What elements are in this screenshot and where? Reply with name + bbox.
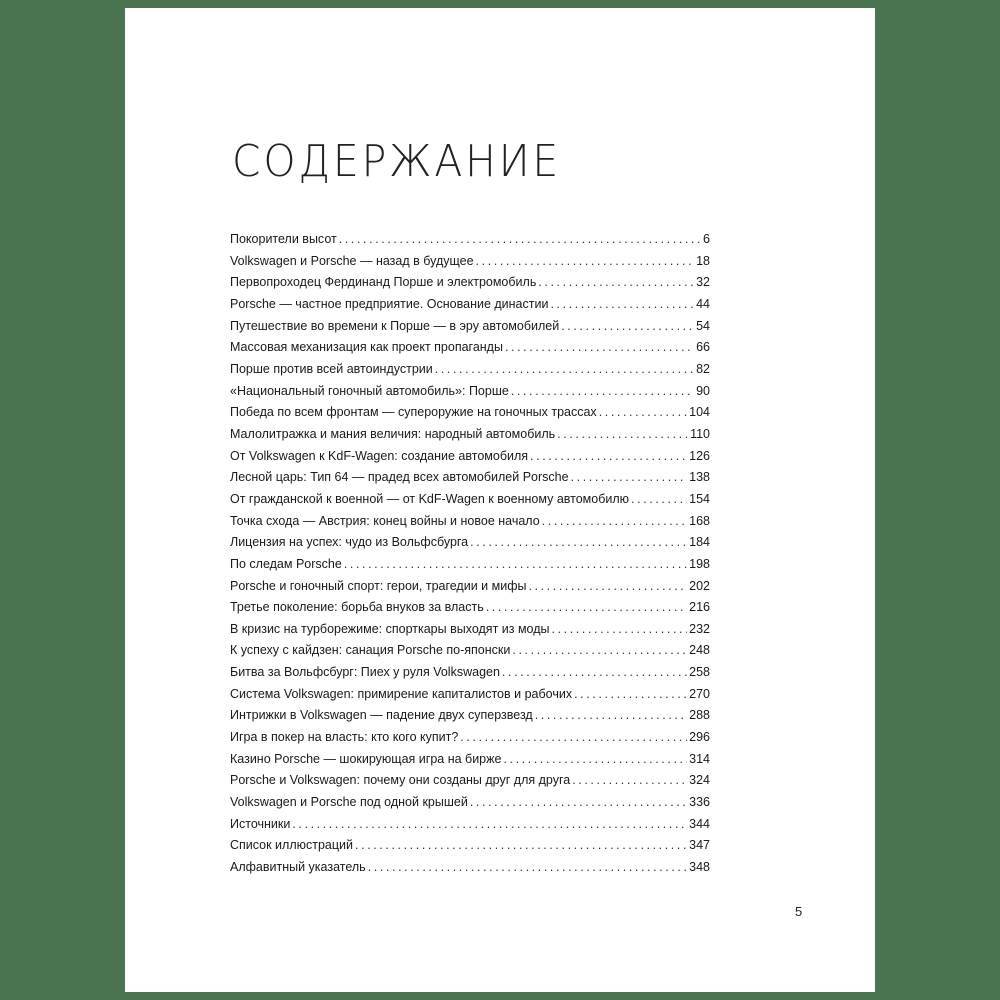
toc-entry	[230, 514, 710, 536]
dot-leader	[550, 297, 694, 311]
toc-entry	[230, 687, 710, 709]
toc-entry	[230, 817, 710, 839]
toc-entry-title: От Volkswagen к KdF-Wagen: создание автомобиля	[230, 448, 529, 463]
page-number: 5	[795, 904, 803, 919]
page-title: СОДЕРЖАНИЕ	[232, 136, 562, 187]
toc-entry-title: В кризис на турборежиме: спорткары выходят из моды	[230, 621, 550, 636]
toc-entry	[230, 470, 710, 492]
toc-entry-page: 232	[689, 621, 710, 636]
toc-entry	[230, 384, 710, 406]
dot-leader	[599, 405, 687, 419]
toc-entry-title: «Национальный гоночный автомобиль»: Порше	[230, 383, 509, 398]
toc-entry-title: Список иллюстраций	[230, 838, 354, 853]
toc-entry-title: К успеху с кайдзен: санация Porsche по-японски	[230, 643, 511, 658]
dot-leader	[435, 362, 694, 376]
toc-entry-title: Порше против всей автоиндустрии	[230, 361, 433, 376]
dot-leader	[538, 275, 694, 289]
dot-leader	[557, 427, 688, 441]
dot-leader	[571, 470, 688, 484]
dot-leader	[542, 514, 687, 528]
toc-entry	[230, 492, 710, 514]
toc-entry-page: 184	[689, 535, 710, 550]
toc-entry-page: 296	[689, 730, 710, 745]
toc-entry-page: 6	[703, 232, 710, 246]
toc-entry-page: 82	[696, 361, 710, 376]
toc-entry-page: 324	[689, 773, 710, 788]
dot-leader	[368, 860, 687, 874]
toc-entry	[230, 838, 710, 860]
dot-leader	[292, 817, 687, 831]
toc-entry-title: Porsche и гоночный спорт: герои, трагедии и мифы	[230, 578, 527, 593]
dot-leader	[552, 622, 688, 636]
toc-entry-title: Volkswagen и Porsche — назад в будущее	[230, 253, 474, 268]
toc-entry-page: 348	[689, 860, 710, 875]
dot-leader	[470, 535, 687, 549]
toc-entry	[230, 622, 710, 644]
toc-entry-title: Интрижки в Volkswagen — падение двух суперзвезд	[230, 708, 533, 723]
table-of-contents	[230, 232, 710, 882]
toc-entry	[230, 362, 710, 384]
toc-entry-page: 258	[689, 665, 710, 680]
toc-entry-page: 54	[696, 318, 710, 333]
toc-entry-page: 288	[689, 708, 710, 723]
dot-leader	[631, 492, 687, 506]
toc-entry-page: 18	[696, 253, 710, 268]
dot-leader	[561, 319, 694, 333]
toc-entry-title: Битва за Вольфсбург: Пиех у руля Volkswagen	[230, 665, 500, 680]
dot-leader	[535, 708, 687, 722]
toc-entry-title: Лицензия на успех: чудо из Вольфсбурга	[230, 535, 469, 550]
toc-entry	[230, 557, 710, 579]
toc-entry-page: 32	[696, 275, 710, 290]
toc-entry	[230, 535, 710, 557]
toc-entry	[230, 752, 710, 774]
toc-entry-page: 110	[690, 426, 710, 441]
toc-entry-title: Путешествие во времени к Порше — в эру автомобилей	[230, 318, 560, 333]
toc-entry-page: 66	[696, 340, 710, 355]
toc-entry-page: 344	[689, 816, 710, 831]
toc-entry-page: 216	[689, 600, 710, 615]
book-page	[125, 8, 875, 992]
toc-entry	[230, 297, 710, 319]
toc-entry	[230, 730, 710, 752]
dot-leader	[460, 730, 687, 744]
toc-entry-title: Массовая механизация как проект пропаганды	[230, 340, 503, 355]
toc-entry	[230, 643, 710, 665]
dot-leader	[339, 232, 701, 246]
dot-leader	[505, 340, 694, 354]
toc-entry-title: Источники	[230, 816, 291, 831]
toc-entry-title: Победа по всем фронтам — супероружие на гоночных трассах	[230, 405, 597, 420]
toc-entry	[230, 232, 710, 254]
toc-entry-page: 90	[696, 383, 710, 398]
toc-entry	[230, 449, 710, 471]
dot-leader	[503, 752, 687, 766]
toc-entry-page: 248	[689, 643, 710, 658]
toc-entry	[230, 773, 710, 795]
dot-leader	[530, 449, 687, 463]
dot-leader	[528, 579, 687, 593]
toc-entry	[230, 579, 710, 601]
toc-entry-title: По следам Porsche	[230, 556, 342, 571]
toc-entry	[230, 795, 710, 817]
toc-entry	[230, 254, 710, 276]
toc-entry	[230, 427, 710, 449]
dot-leader	[344, 557, 687, 571]
toc-entry-title: Малолитражка и мания величия: народный автомобиль	[230, 426, 556, 441]
toc-entry-page: 44	[696, 296, 710, 311]
toc-entry	[230, 319, 710, 341]
toc-entry-title: Система Volkswagen: примирение капиталистов и рабочих	[230, 686, 573, 701]
toc-entry-title: Porsche и Volkswagen: почему они созданы друг для друга	[230, 773, 571, 788]
toc-entry-title: Третье поколение: борьба внуков за власть	[230, 600, 484, 615]
dot-leader	[502, 665, 687, 679]
toc-entry-page: 104	[689, 405, 710, 420]
toc-entry-page: 198	[689, 556, 710, 571]
toc-entry-page: 314	[689, 751, 710, 766]
toc-entry	[230, 665, 710, 687]
dot-leader	[355, 838, 687, 852]
toc-entry-page: 154	[689, 491, 710, 506]
dot-leader	[476, 254, 695, 268]
toc-entry-title: Лесной царь: Тип 64 — прадед всех автомобилей Porsche	[230, 470, 569, 485]
toc-entry	[230, 708, 710, 730]
toc-entry-title: Игра в покер на власть: кто кого купит?	[230, 730, 459, 745]
toc-entry	[230, 600, 710, 622]
toc-entry-title: Казино Porsche — шокирующая игра на бирже	[230, 751, 502, 766]
toc-entry-title: Volkswagen и Porsche под одной крышей	[230, 795, 468, 810]
toc-entry-title: Porsche — частное предприятие. Основание династии	[230, 296, 549, 311]
toc-entry-page: 168	[689, 513, 710, 528]
toc-entry	[230, 405, 710, 427]
toc-entry-title: Алфавитный указатель	[230, 860, 366, 875]
toc-entry	[230, 275, 710, 297]
toc-entry	[230, 340, 710, 362]
dot-leader	[511, 384, 694, 398]
toc-entry-page: 126	[689, 448, 710, 463]
toc-entry-title: Первопроходец Фердинанд Порше и электромобиль	[230, 275, 537, 290]
toc-entry-title: Покорители высот	[230, 232, 337, 246]
dot-leader	[574, 687, 687, 701]
dot-leader	[512, 643, 687, 657]
dot-leader	[470, 795, 687, 809]
toc-entry-page: 336	[689, 795, 710, 810]
toc-entry-page: 270	[689, 686, 710, 701]
toc-entry-title: От гражданской к военной — от KdF-Wagen к военному автомобилю	[230, 491, 630, 506]
dot-leader	[486, 600, 687, 614]
toc-entry-page: 138	[689, 470, 710, 485]
toc-entry-page: 202	[689, 578, 710, 593]
toc-entry	[230, 860, 710, 882]
toc-entry-page: 347	[689, 838, 710, 853]
toc-entry-title: Точка схода — Австрия: конец войны и новое начало	[230, 513, 540, 528]
dot-leader	[572, 773, 687, 787]
